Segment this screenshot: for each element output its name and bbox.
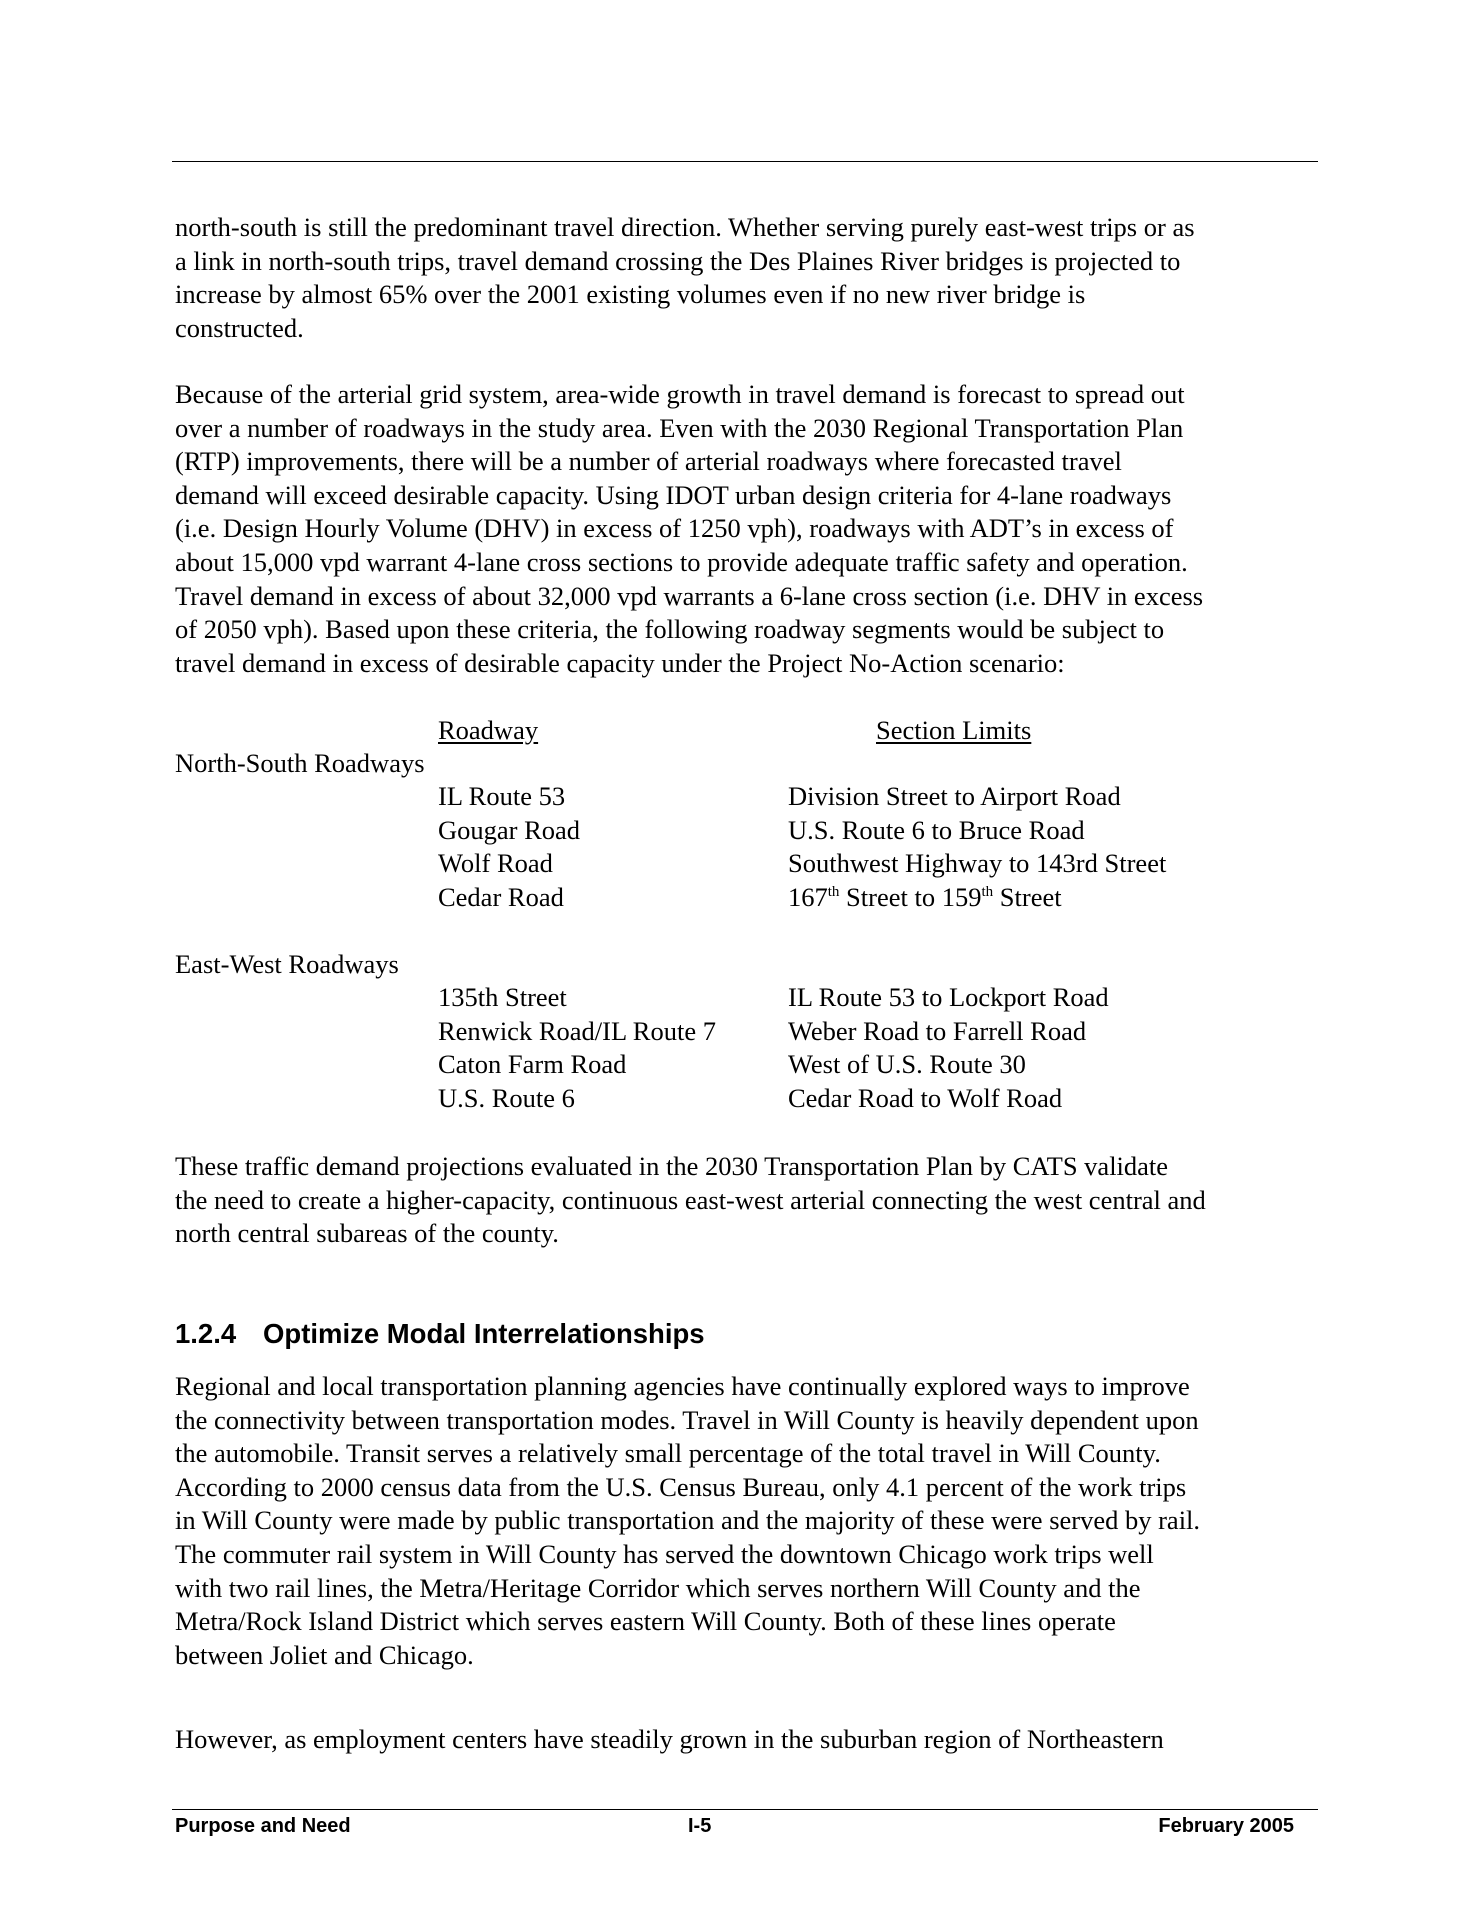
footer-document-title: Purpose and Need <box>175 1815 351 1837</box>
section-limits: Division Street to Airport Road <box>788 781 1121 811</box>
paragraph-travel-direction <box>175 211 1325 345</box>
text-line: the connectivity between transportation modes. Travel in Will County is heavily dependent upon <box>175 1404 1199 1435</box>
text-line: of 2050 vph). Based upon these criteria, the following roadway segments would be subject to <box>175 614 1165 645</box>
table-header-section-limits: Section Limits <box>876 715 1032 745</box>
roadway-name: Cedar Road <box>438 882 564 912</box>
paragraph-arterial-grid <box>175 378 1325 680</box>
roadway-name: 135th Street <box>438 982 567 1012</box>
text-line: the need to create a higher-capacity, continuous east-west arterial connecting the west central and <box>175 1184 1206 1215</box>
text-line: the automobile. Transit serves a relatively small percentage of the total travel in Will County. <box>175 1438 1161 1469</box>
section-limits: Cedar Road to Wolf Road <box>788 1083 1063 1113</box>
text-line: The commuter rail system in Will County has served the downtown Chicago work trips well <box>175 1538 1154 1569</box>
text-line: demand will exceed desirable capacity. Using IDOT urban design criteria for 4-lane roadways <box>175 479 1172 510</box>
text-line: constructed. <box>175 312 304 343</box>
text-line: north central subareas of the county. <box>175 1218 559 1249</box>
section-limits <box>788 881 1062 915</box>
roadway-name: U.S. Route 6 <box>438 1083 575 1113</box>
text-line: in Will County were made by public transportation and the majority of these were served by rail. <box>175 1505 1201 1536</box>
text-line: Metra/Rock Island District which serves eastern Will County. Both of these lines operate <box>175 1606 1116 1637</box>
paragraph-traffic-projections <box>175 1150 1325 1251</box>
roadway-name: IL Route 53 <box>438 781 566 811</box>
text-line: However, as employment centers have steadily grown in the suburban region of Northeastern <box>175 1724 1164 1754</box>
group-label-north-south: North-South Roadways <box>175 748 425 778</box>
section-limits: IL Route 53 to Lockport Road <box>788 982 1109 1012</box>
section-heading <box>175 1317 705 1351</box>
section-limits: West of U.S. Route 30 <box>788 1049 1026 1079</box>
limits-part: Street <box>993 882 1062 912</box>
footer-date: February 2005 <box>1158 1815 1294 1837</box>
text-line: a link in north-south trips, travel demand crossing the Des Plaines River bridges is projected to <box>175 245 1181 276</box>
roadway-name: Renwick Road/IL Route 7 <box>438 1016 716 1046</box>
text-line: (RTP) improvements, there will be a number of arterial roadways where forecasted travel <box>175 446 1122 477</box>
text-line: about 15,000 vpd warrant 4-lane cross sections to provide adequate traffic safety and operation. <box>175 546 1188 577</box>
text-line: increase by almost 65% over the 2001 existing volumes even if no new river bridge is <box>175 279 1086 310</box>
limits-part: Street to 159 <box>839 882 982 912</box>
footer-rule <box>172 1809 1318 1810</box>
text-line: Because of the arterial grid system, area-wide growth in travel demand is forecast to spread out <box>175 379 1185 409</box>
section-limits: U.S. Route 6 to Bruce Road <box>788 815 1085 845</box>
text-line: travel demand in excess of desirable capacity under the Project No-Action scenario: <box>175 647 1065 678</box>
text-line: Travel demand in excess of about 32,000 vpd warrants a 6-lane cross section (i.e. DHV in excess <box>175 580 1204 611</box>
header-rule <box>172 161 1318 162</box>
footer-page-number: I-5 <box>688 1815 712 1837</box>
roadway-name: Gougar Road <box>438 815 581 845</box>
text-line: with two rail lines, the Metra/Heritage Corridor which serves northern Will County and the <box>175 1572 1141 1603</box>
section-title: Optimize Modal Interrelationships <box>263 1318 705 1349</box>
text-line: (i.e. Design Hourly Volume (DHV) in excess of 1250 vph), roadways with ADT’s in excess of <box>175 513 1174 544</box>
paragraph-employment-centers <box>175 1723 1325 1757</box>
table-header-roadway: Roadway <box>438 715 539 745</box>
ordinal-suffix: th <box>827 884 840 901</box>
text-line: between Joliet and Chicago. <box>175 1639 474 1670</box>
text-line: north-south is still the predominant travel direction. Whether serving purely east-west trips or as <box>175 212 1195 242</box>
group-label-east-west: East-West Roadways <box>175 949 399 979</box>
text-line: According to 2000 census data from the U.S. Census Bureau, only 4.1 percent of the work trips <box>175 1471 1187 1502</box>
roadway-name: Wolf Road <box>438 848 553 878</box>
section-limits: Southwest Highway to 143rd Street <box>788 848 1167 878</box>
section-limits: Weber Road to Farrell Road <box>788 1016 1087 1046</box>
roadway-name: Caton Farm Road <box>438 1049 627 1079</box>
limits-part: 167 <box>788 882 828 912</box>
ordinal-suffix: th <box>981 884 994 901</box>
text-line: These traffic demand projections evaluated in the 2030 Transportation Plan by CATS validate <box>175 1151 1169 1181</box>
text-line: over a number of roadways in the study area. Even with the 2030 Regional Transportation Plan <box>175 412 1184 443</box>
paragraph-modal-connectivity <box>175 1370 1325 1672</box>
text-line: Regional and local transportation planning agencies have continually explored ways to improve <box>175 1371 1190 1401</box>
section-number: 1.2.4 <box>175 1318 237 1349</box>
